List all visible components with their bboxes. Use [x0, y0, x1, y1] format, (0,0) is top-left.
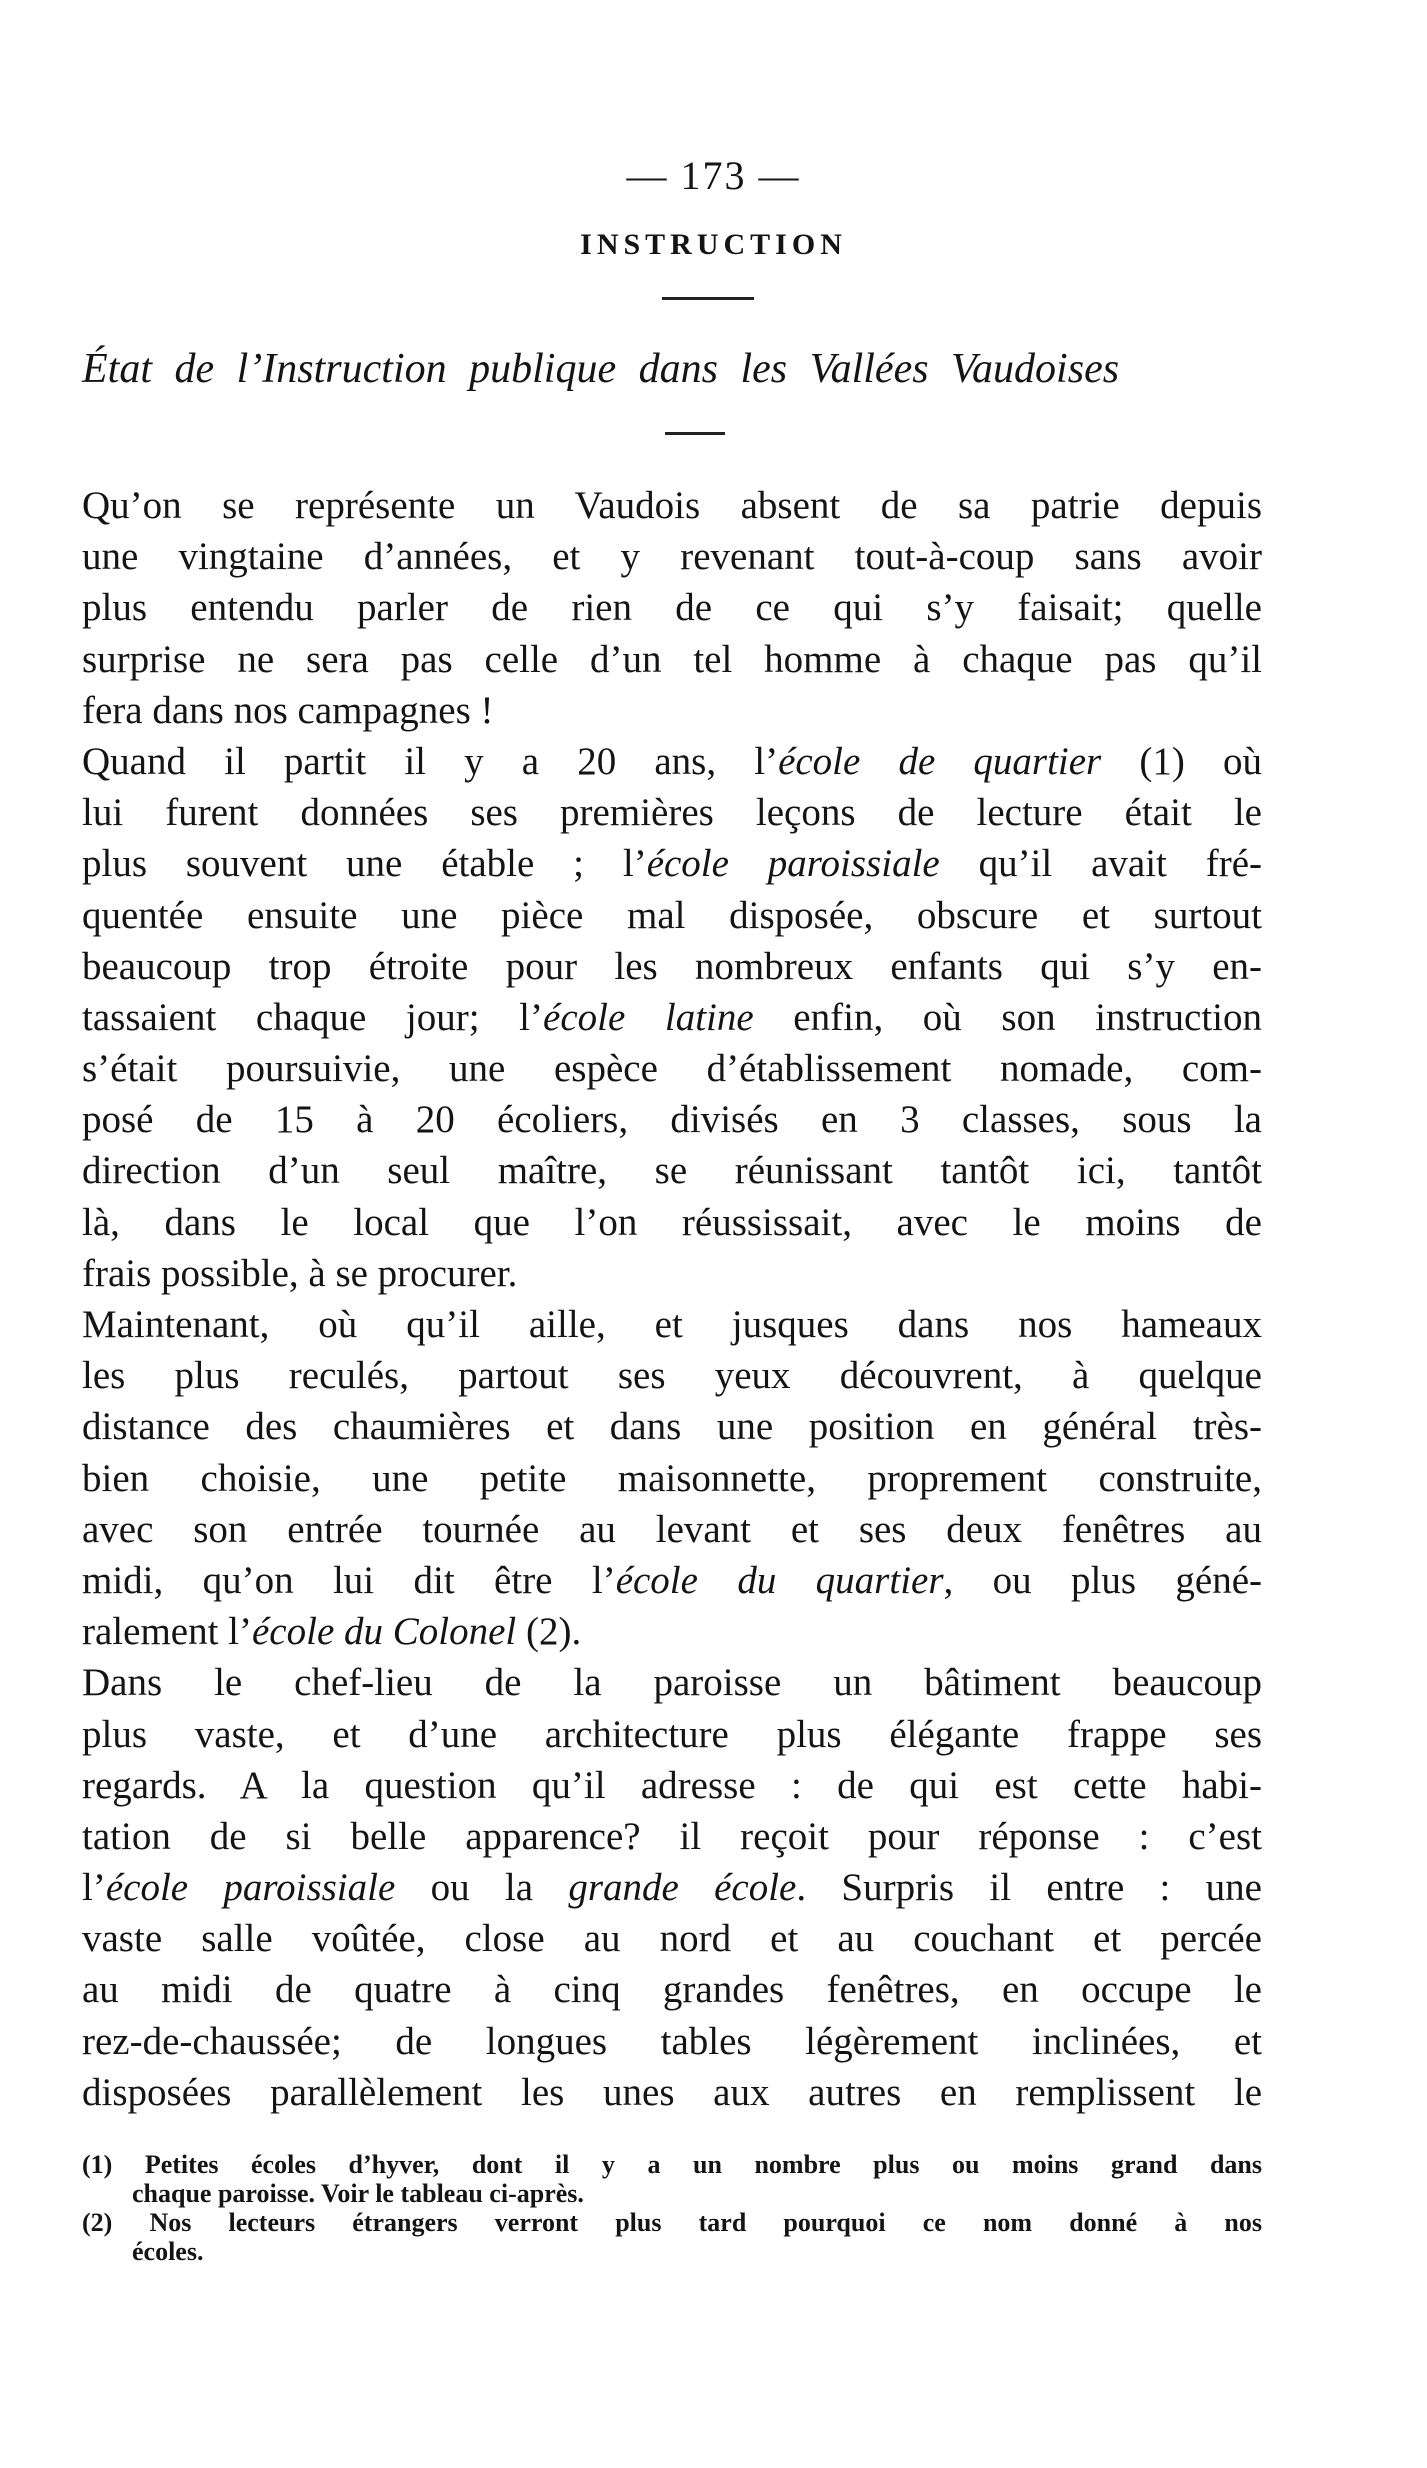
text-line [82, 787, 1262, 838]
text-segment: tation de si belle apparence? il reçoit pour réponse : c’est [82, 1814, 1262, 1858]
text-line [82, 480, 1262, 531]
text-line [82, 1145, 1262, 1196]
text-line [82, 1248, 1262, 1299]
text-segment: une vingtaine d’années, et y revenant tout-à-coup sans avoir [82, 535, 1262, 579]
text-line [82, 582, 1262, 633]
text-segment: , ou plus géné- [943, 1558, 1262, 1602]
text-line [82, 1299, 1262, 1350]
footnote-line: chaque paroisse. Voir le tableau ci-après. [132, 2179, 584, 2208]
text-line [82, 1350, 1262, 1401]
text-segment: Quand il partit il y a 20 ans, l’ [82, 739, 779, 783]
text-line [82, 838, 1262, 889]
text-segment: frais possible, à se procurer. [82, 1251, 518, 1295]
footnotes [82, 2150, 1262, 2266]
text-segment: plus vaste, et d’une architecture plus élégante frappe ses [82, 1712, 1262, 1756]
text-line [82, 1401, 1262, 1452]
text-segment: l’ [82, 1866, 106, 1910]
text-line [82, 1453, 1262, 1504]
text-line [82, 1043, 1262, 1094]
text-line [82, 1094, 1262, 1145]
text-segment: ou la [395, 1866, 569, 1910]
italic-text: école paroissiale [105, 1866, 396, 1910]
text-line [82, 1504, 1262, 1555]
footnote-line: (2) Nos lecteurs étrangers verront plus tard pourquoi ce nom donné à nos [82, 2208, 1262, 2237]
heading-divider [662, 297, 754, 300]
text-segment: . Surpris il entre : une [796, 1866, 1262, 1910]
text-line [82, 531, 1262, 582]
text-segment: ralement l’ [82, 1610, 252, 1654]
footnote-line: (1) Petites écoles d’hyver, dont il y a un nombre plus ou moins grand dans [82, 2150, 1262, 2179]
text-line [82, 2016, 1262, 2067]
text-segment: là, dans le local que l’on réussissait, avec le moins de [82, 1200, 1262, 1244]
text-line [82, 1913, 1262, 1964]
text-segment: rez-de-chaussée; de longues tables légèrement inclinées, et [82, 2019, 1262, 2063]
text-line [82, 1606, 1262, 1657]
text-segment: fera dans nos campagnes ! [82, 688, 494, 732]
text-segment: plus entendu parler de rien de ce qui s’y faisait; quelle [82, 586, 1262, 630]
text-segment: (2). [516, 1610, 582, 1654]
text-line [82, 1811, 1262, 1862]
italic-text: école du quartier [615, 1558, 944, 1602]
text-line [82, 1862, 1262, 1913]
text-segment: les plus reculés, partout ses yeux découvrent, à quelque [82, 1354, 1262, 1398]
section-heading: INSTRUCTION [580, 228, 847, 261]
text-line [82, 890, 1262, 941]
text-line [82, 685, 1262, 736]
text-line [82, 736, 1262, 787]
text-segment: avec son entrée tournée au levant et ses deux fenêtres au [82, 1507, 1262, 1551]
text-line [82, 634, 1262, 685]
italic-text: école du Colonel [252, 1610, 517, 1654]
text-segment: enfin, où son instruction [753, 995, 1262, 1039]
text-segment: au midi de quatre à cinq grandes fenêtres, en occupe le [82, 1968, 1262, 2012]
italic-text: école latine [543, 995, 754, 1039]
text-segment: quentée ensuite une pièce mal disposée, obscure et surtout [82, 893, 1262, 937]
text-line [82, 1760, 1262, 1811]
text-segment: surprise ne sera pas celle d’un tel homme à chaque pas qu’il [82, 637, 1262, 681]
text-segment: vaste salle voûtée, close au nord et au couchant et percée [82, 1917, 1262, 1961]
italic-text: école paroissiale [646, 842, 940, 886]
text-segment: tassaient chaque jour; l’ [82, 995, 544, 1039]
text-line [82, 1964, 1262, 2015]
text-segment: qu’il avait fré- [939, 842, 1263, 886]
text-segment: bien choisie, une petite maisonnette, proprement construite, [82, 1456, 1262, 1500]
page-number: — 173 — [626, 153, 801, 198]
text-segment: Maintenant, où qu’il aille, et jusques dans nos hameaux [82, 1303, 1262, 1346]
text-segment: distance des chaumières et dans une position en général très- [82, 1405, 1262, 1449]
footnote-line: écoles. [132, 2237, 204, 2266]
text-segment: disposées parallèlement les unes aux autres en remplissent le [82, 2070, 1262, 2114]
italic-text: grande école [568, 1866, 797, 1910]
title-divider [665, 432, 725, 435]
body-text [82, 480, 1262, 2118]
text-segment: direction d’un seul maître, se réunissant tantôt ici, tantôt [82, 1149, 1262, 1193]
text-segment: posé de 15 à 20 écoliers, divisés en 3 classes, sous la [82, 1098, 1262, 1142]
text-segment: midi, qu’on lui dit être l’ [82, 1558, 616, 1602]
text-line [82, 1657, 1262, 1708]
text-line [82, 1709, 1262, 1760]
text-line [82, 1555, 1262, 1606]
text-segment: plus souvent une étable ; l’ [82, 842, 647, 886]
text-segment: Qu’on se représente un Vaudois absent de sa patrie depuis [82, 484, 1262, 527]
text-segment: lui furent données ses premières leçons de lecture était le [82, 791, 1262, 835]
article-title: État de l’Instruction publique dans les Vallées Vaudoises [82, 346, 1120, 392]
text-segment: regards. A la question qu’il adresse : de qui est cette habi- [82, 1763, 1262, 1807]
italic-text: école de quartier [778, 739, 1102, 783]
text-segment: Dans le chef-lieu de la paroisse un bâtiment beaucoup [82, 1661, 1262, 1705]
text-line [82, 992, 1262, 1043]
text-line [82, 2067, 1262, 2118]
text-segment: beaucoup trop étroite pour les nombreux enfants qui s’y en- [82, 944, 1262, 988]
text-line [82, 941, 1262, 992]
text-line [82, 1197, 1262, 1248]
text-segment: (1) où [1101, 739, 1262, 783]
text-segment: s’était poursuivie, une espèce d’établissement nomade, com- [82, 1047, 1262, 1091]
